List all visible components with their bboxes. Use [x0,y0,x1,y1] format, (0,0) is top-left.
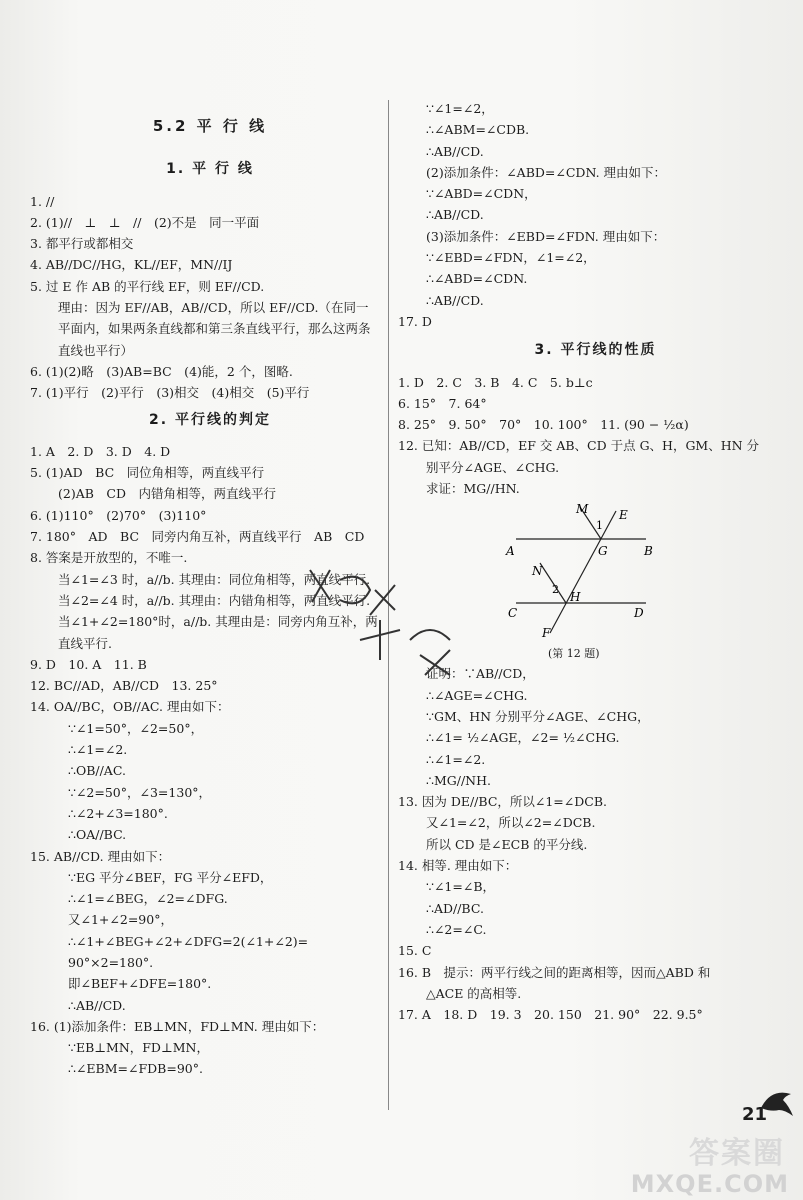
answer-line: ∴∠1+∠BEG+∠2+∠DFG=2(∠1+∠2)= [68,933,309,949]
answer-line: 14. 相等. 理由如下： [398,858,518,874]
answer-line: 17. A 18. D 19. 3 20. 150 21. 90° 22. 9.5° [398,1007,703,1023]
answer-line: 直线平行. [58,635,112,651]
watermark-url: MXQE.COM [630,1170,789,1198]
figure-label: M [576,502,589,517]
subsection-title-1: 1. 平 行 线 [166,161,254,178]
answer-line: 2. (1)// ⊥ ⊥ // (2)不是 同一平面 [30,214,260,230]
answer-line: ∴AD//BC. [426,900,484,916]
answer-line: 所以 CD 是∠ECB 的平分线. [426,836,588,852]
answer-line: 5. (1)AD BC 同位角相等，两直线平行 [30,465,265,481]
answer-line: (2)添加条件：∠ABD=∠CDN. 理由如下： [426,164,667,180]
handwriting-scribble [300,560,470,690]
answer-line: 6. (1)110° (2)70° (3)110° [30,507,207,523]
answer-line: 7. (1)平行 (2)平行 (3)相交 (4)相交 (5)平行 [30,385,310,401]
answer-line: 8. 答案是开放型的，不唯一. [30,550,188,566]
answer-line: 6. (1)(2)略 (3)AB=BC (4)能，2 个，图略. [30,363,293,379]
answer-line: 证明：∵AB//CD， [426,666,535,682]
answer-line: ∵∠ABD=∠CDN， [426,186,537,202]
answer-line: 16. (1)添加条件：EB⊥MN，FD⊥MN. 理由如下： [30,1018,325,1034]
figure-label: B [644,544,653,559]
answer-line: ∴OA//BC. [68,827,127,843]
figure-label: A [506,544,515,559]
answer-line: ∴∠EBM=∠FDB=90°. [68,1061,203,1077]
answer-line: 13. 因为 DE//BC，所以∠1=∠DCB. [398,794,607,810]
answer-line: 当∠2=∠4 时，a//b. 其理由：内错角相等，两直线平行. [58,592,371,608]
answer-line: (2)AB CD 内错角相等，两直线平行 [58,486,277,502]
section-title: 5.2 平 行 线 [152,117,268,135]
answer-line: 又∠1=∠2，所以∠2=∠DCB. [426,815,596,831]
answer-line: ∴AB//CD. [426,292,484,308]
answer-line: 求证：MG//HN. [426,481,520,497]
figure-label: 2 [552,583,559,597]
figure-label: 1 [596,519,603,533]
answer-line: 直线也平行） [58,342,134,358]
answer-line: ∵∠1=50°，∠2=50°， [68,720,204,736]
page-number: 21 [741,1104,767,1125]
answer-line: ∴∠2=∠C. [426,921,487,937]
answer-line: 4. AB//DC//HG，KL//EF，MN//IJ [30,257,233,273]
figure-label: F [542,626,551,641]
answer-line: ∴AB//CD. [426,207,484,223]
figure-label: N [532,564,543,579]
answer-line: 5. 过 E 作 AB 的平行线 EF，则 EF//CD. [30,278,265,294]
answer-line: 1. A 2. D 3. D 4. D [30,443,171,459]
answer-line: ∵GM、HN 分别平分∠AGE、∠CHG， [426,708,650,724]
answer-line: 8. 25° 9. 50° 70° 10. 100° 11. (90 − ½α) [398,417,689,433]
figure-label: C [508,606,518,621]
answer-line: ∴∠ABD=∠CDN. [426,271,528,287]
answer-line: ∵EB⊥MN，FD⊥MN， [68,1040,209,1056]
answer-line: 12. 已知：AB//CD，EF 交 AB、CD 于点 G、H，GM、HN 分 [398,438,760,454]
answer-line: (3)添加条件：∠EBD=∠FDN. 理由如下： [426,228,666,244]
parallel-lines-diagram [498,501,658,641]
answer-line: ∴MG//NH. [426,772,491,788]
answer-line: 理由：因为 EF//AB，AB//CD，所以 EF//CD.（在同一 [58,300,369,316]
answer-line: 12. BC//AD，AB//CD 13. 25° [30,678,218,694]
answer-line: 1. D 2. C 3. B 4. C 5. b⊥c [398,374,593,390]
answer-line: ∴AB//CD. [426,143,484,159]
answer-line: 9. D 10. A 11. B [30,656,147,672]
answer-line: ∴∠1=∠2. [68,742,128,758]
answer-line: ∵∠1=∠2， [426,101,494,116]
answer-line: ∴∠1=∠BEG，∠2=∠DFG. [68,891,228,907]
answer-line: 当∠1=∠3 时，a//b. 其理由：同位角相等，两直线平行. [58,571,371,587]
dolphin-logo-icon [757,1082,797,1122]
answer-line: ∵∠1=∠B， [426,879,496,895]
answer-line: 15. C [398,943,432,959]
answer-line: ∴OB//AC. [68,763,126,779]
figure-label: E [619,508,628,523]
answer-line: 又∠1+∠2=90°， [68,912,173,928]
answer-line: ∵EG 平分∠BEF，FG 平分∠EFD， [68,869,273,885]
answer-line: ∴AB//CD. [68,997,126,1013]
answer-line: ∴∠1=∠2. [426,751,486,767]
answer-line: 3. 都平行或都相交 [30,236,134,252]
answer-line: 1. // [30,193,55,209]
answer-line: ∴∠1= ½∠AGE，∠2= ½∠CHG. [426,730,620,746]
answer-line: 15. AB//CD. 理由如下： [30,848,171,864]
subsection-title-2: 2. 平行线的判定 [149,411,271,428]
figure-caption: (第 12 题) [548,647,600,661]
answer-line: 90°×2=180°. [68,954,154,970]
answer-line: 17. D [398,313,432,329]
answer-line: 平面内，如果两条直线都和第三条直线平行，那么这两条 [58,321,371,337]
figure-label: G [598,544,608,559]
figure-label: D [634,606,644,621]
figure-label: H [570,590,581,605]
subsection-title-3: 3. 平行线的性质 [534,342,657,359]
watermark-logo: 答案圈 [689,1136,785,1171]
answer-line: ∴∠AGE=∠CHG. [426,687,528,703]
answer-line: 16. B 提示：两平行线之间的距离相等，因而△ABD 和 [398,964,711,980]
answer-line: 14. OA//BC，OB//AC. 理由如下： [30,699,230,715]
answer-line: 当∠1+∠2=180°时，a//b. 其理由是：同旁内角互补，两 [58,614,378,630]
answer-line: ∴∠2+∠3=180°. [68,805,168,821]
answer-line: △ACE 的高相等. [426,985,522,1001]
answer-line: 7. 180° AD BC 同旁内角互补，两直线平行 AB CD [30,529,365,545]
answer-line: ∴∠ABM=∠CDB. [426,122,530,138]
answer-line: ∵∠2=50°，∠3=130°， [68,784,212,800]
answer-line: 6. 15° 7. 64° [398,395,487,411]
answer-line: 即∠BEF+∠DFE=180°. [68,976,212,992]
answer-line: ∵∠EBD=∠FDN，∠1=∠2， [426,250,596,266]
answer-line: 别平分∠AGE、∠CHG. [426,459,560,475]
